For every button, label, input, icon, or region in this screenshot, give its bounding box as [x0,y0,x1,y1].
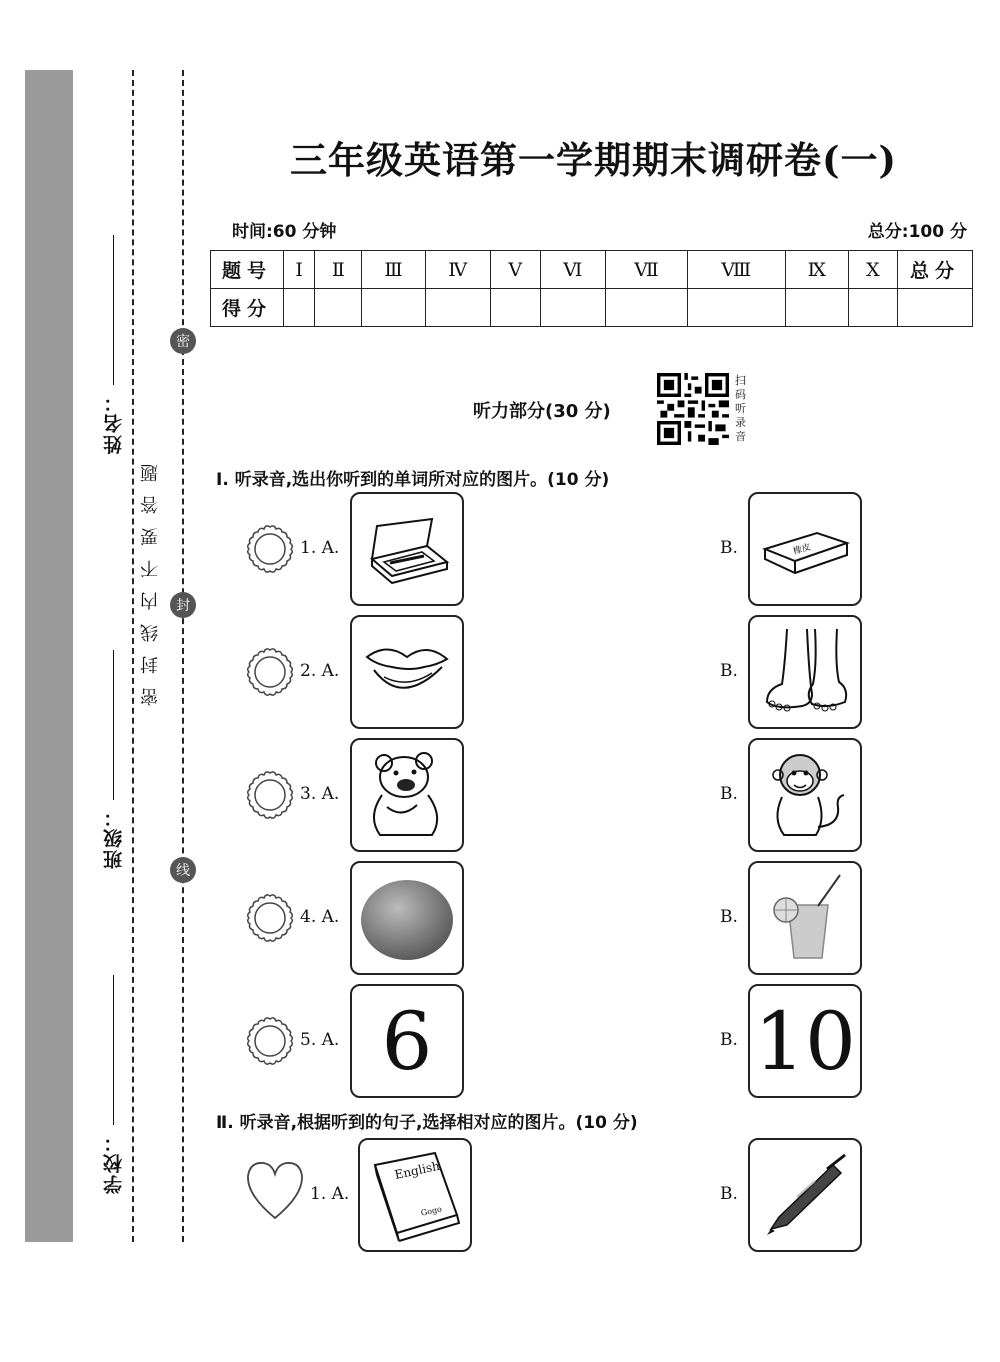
q4-option-b[interactable] [748,861,862,975]
school-label: 学校： [103,1131,125,1194]
english-book-icon [365,1145,465,1245]
score-col-5: Ⅴ [490,251,540,289]
q2-option-a[interactable] [350,615,464,729]
score-table [210,250,973,327]
seal-mark-feng: 封 [170,592,196,618]
answer-flower-icon[interactable] [245,770,295,820]
seal-notice: 密封线内不要答题 [140,450,161,706]
school-field[interactable] [100,975,127,1194]
section1-heading: Ⅰ. 听录音,选出你听到的单词所对应的图片。(10 分) [216,470,610,490]
qr-code-icon[interactable] [657,373,729,445]
mouth-icon [362,637,452,707]
cut-line-right [182,70,184,1242]
score-col-2: Ⅱ [315,251,362,289]
answer-flower-icon[interactable] [245,647,295,697]
eraser-icon [757,519,853,579]
bear-icon [362,747,452,843]
class-field[interactable] [100,650,127,869]
score-cell[interactable] [315,289,362,327]
score-col-3: Ⅲ [362,251,425,289]
q3-num: 3. A. [300,784,340,804]
score-cell[interactable] [898,289,973,327]
feet-icon [757,624,853,720]
section2-heading: Ⅱ. 听录音,根据听到的句子,选择相对应的图片。(10 分) [216,1113,638,1133]
score-header-row [211,251,973,289]
pen-icon [757,1147,853,1243]
q1-option-a[interactable] [350,492,464,606]
s2-q1-num: 1. A. [310,1184,350,1204]
qr-note: 扫码听录音 [735,374,746,443]
q1-b-label: B. [720,538,738,558]
score-cell[interactable] [284,289,315,327]
q5-num: 5. A. [300,1030,340,1050]
q2-b-label: B. [720,661,738,681]
score-cell[interactable] [425,289,490,327]
book-title: English [393,1158,441,1182]
class-label: 班级： [103,806,125,869]
s2-q1-option-a[interactable] [358,1138,472,1252]
score-cell[interactable] [540,289,606,327]
exam-time: 时间:60 分钟 [232,222,337,242]
book-sub: Gogo [420,1204,443,1218]
score-row2-label: 得分 [211,289,284,327]
q3-b-label: B. [720,784,738,804]
q5-option-b[interactable] [748,984,862,1098]
q5-option-a[interactable] [350,984,464,1098]
name-label: 姓名： [103,391,125,454]
name-field[interactable] [100,235,127,454]
score-total-label: 总分 [898,251,973,289]
monkey-icon [760,747,850,843]
score-value-row [211,289,973,327]
number-ten: 10 [754,994,856,1088]
listening-title: 听力部分(30 分) [473,401,611,422]
score-cell[interactable] [490,289,540,327]
answer-heart-icon[interactable] [245,1160,305,1222]
number-six: 6 [381,994,433,1088]
q3-option-b[interactable] [748,738,862,852]
answer-flower-icon[interactable] [245,524,295,574]
score-col-7: Ⅶ [606,251,688,289]
q3-option-a[interactable] [350,738,464,852]
score-col-8: Ⅷ [687,251,785,289]
page-title: 三年级英语第一学期期末调研卷(一) [290,138,898,182]
margin-strip [25,70,73,1242]
score-col-6: Ⅵ [540,251,606,289]
score-col-1: Ⅰ [284,251,315,289]
eraser-text: 橡皮 [792,542,813,558]
q1-option-b[interactable] [748,492,862,606]
answer-flower-icon[interactable] [245,1016,295,1066]
score-cell[interactable] [848,289,897,327]
score-cell[interactable] [785,289,848,327]
juice-icon [760,870,850,966]
score-col-10: Ⅹ [848,251,897,289]
score-cell[interactable] [606,289,688,327]
score-col-9: Ⅸ [785,251,848,289]
score-cell[interactable] [687,289,785,327]
cut-line-left [132,70,134,1242]
q4-num: 4. A. [300,907,340,927]
score-col-4: Ⅳ [425,251,490,289]
seal-mark-xian: 线 [170,857,196,883]
answer-flower-icon[interactable] [245,893,295,943]
s2-q1-option-b[interactable] [748,1138,862,1252]
q1-num: 1. A. [300,538,340,558]
egg-icon [357,870,457,966]
pencil-case-icon [362,514,452,584]
score-cell[interactable] [362,289,425,327]
seal-mark-mi: 密 [170,328,196,354]
s2-q1-b-label: B. [720,1184,738,1204]
score-row1-label: 题号 [211,251,284,289]
q5-b-label: B. [720,1030,738,1050]
exam-total: 总分:100 分 [867,222,967,242]
q2-num: 2. A. [300,661,340,681]
q2-option-b[interactable] [748,615,862,729]
q4-option-a[interactable] [350,861,464,975]
q4-b-label: B. [720,907,738,927]
